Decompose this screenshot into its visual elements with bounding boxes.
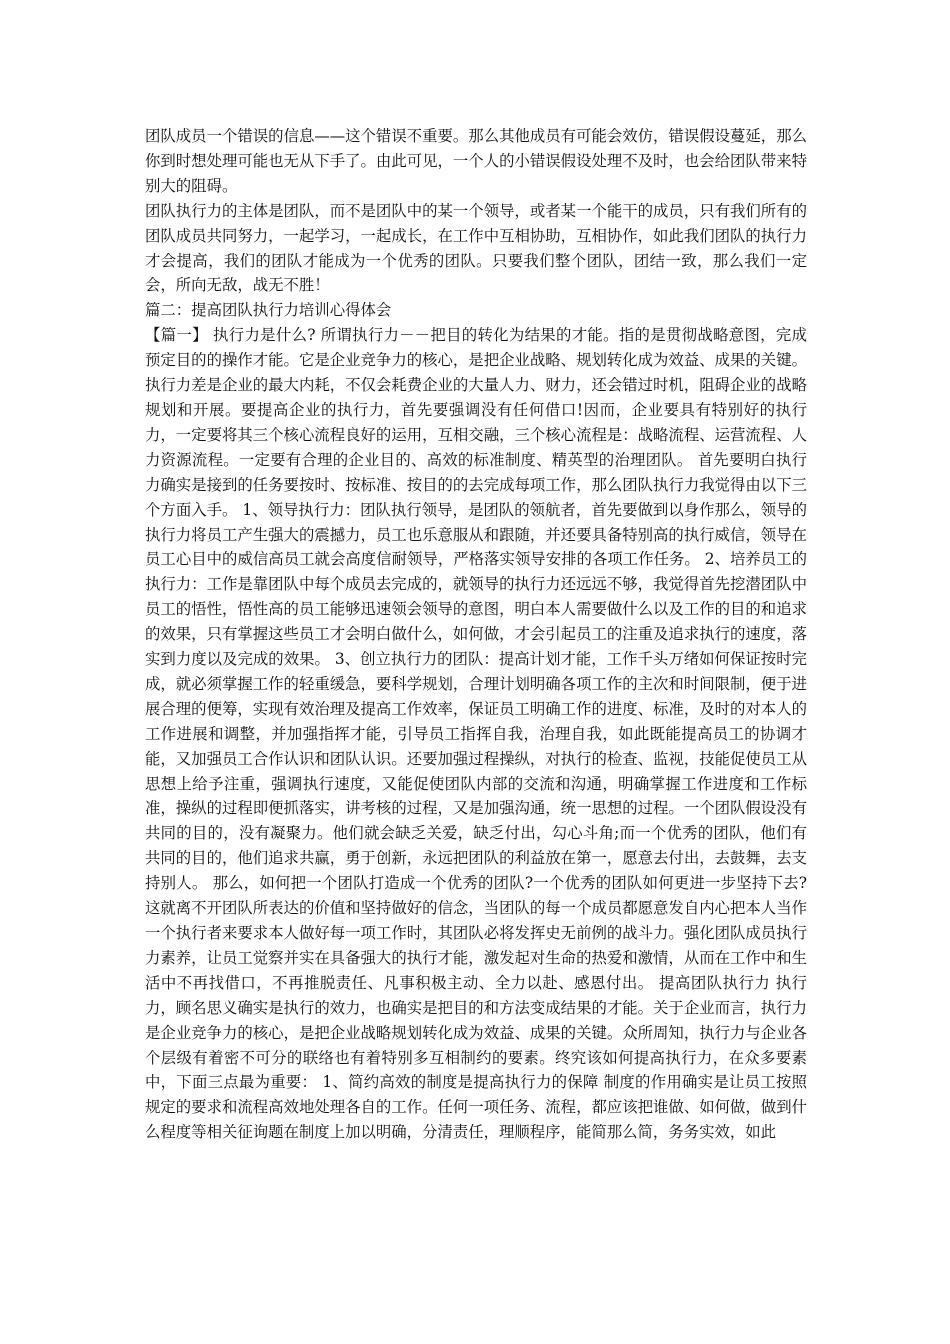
paragraph-intro: 团队成员一个错误的信息——这个错误不重要。那么其他成员有可能会效仿，错误假设蔓延，那么你到时想处理可能也无从下手了。由此可见，一个人的小错误假设处理不及时，也会给团队带来特别大的阻碍。: [145, 127, 807, 195]
paragraph-body: 【篇一】 执行力是什么? 所谓执行力－－把目的转化为结果的才能。指的是贯彻战略意图，完成预定目的的操作才能。它是企业竞争力的核心，是把企业战略、规划转化成为效益、成果的关键。执行力差是企业的最大内耗，不仅会耗费企业的大量人力、财力，还会错过时机，阻碍企业的战略规划和开展。要提高企业的执行力，首先要强调没有任何借口!因而，企业要具有特别好的执行力，一定要将其三个核心流程良好的运用，互相交融，三个核心流程是：战略流程、运营流程、人力资源流程。一定要有合理的企业目的、高效的标准制度、精英型的治理团队。 首先要明白执行力确实是接到的任务要按时、按标准、按目的的去完成每项工作，那么团队执行力我觉得由以下三个方面入手。 1、领导执行力：团队执行领导，是团队的领航者，首先要做到以身作那么，领导的执行力将员工产生强大的震撼力，员工也乐意服从和跟随，并还要具备特别高的执行威信，领导在员工心目中的威信高员工就会高度信耐领导，严格落实领导安排的各项工作任务。 2、培养员工的执行力：工作是靠团队中每个成员去完成的，就领导的执行力还远远不够，我觉得首先挖潜团队中员工的悟性，悟性高的员工能够迅速领会领导的意图，明白本人需要做什么以及工作的目的和追求的效果，只有掌握这些员工才会明白做什么，如何做，才会引起员工的注重及追求执行的速度，落实到力度以及完成的效果。 3、创立执行力的团队：提高计划才能，工作千头万绪如何保证按时完成，就必须掌握工作的轻重缓急，要科学规划，合理计划明确各项工作的主次和时间限制，便于进展合理的便筹，实现有效治理及提高工作效率，保证员工明确工作的进度、标准，及时的对本人的工作进展和调整，并加强指挥才能，引导员工指挥自我，治理自我，如此既能提高员工的协调才能，又加强员工合作认识和团队认识。还要加强过程操纵，对执行的检查、监视，技能促使员工从思想上给予注重，强调执行速度，又能促使团队内部的交流和沟通，明确掌握工作进度和工作标准，操纵的过程即便抓落实，讲考核的过程，又是加强沟通，统一思想的过程。一个团队假设没有共同的目的，没有凝聚力。他们就会缺乏关爱，缺乏付出，勾心斗角;而一个优秀的团队，他们有共同的目的，他们追求共赢，勇于创新，永远把团队的利益放在第一，愿意去付出，去鼓舞，去支持别人。 那么，如何把一个团队打造成一个优秀的团队?一个优秀的团队如何更进一步坚持下去?这就离不开团队所表达的价值和坚持做好的信念，当团队的每一个成员都愿意发自内心把本人当作一个执行者来要求本人做好每一项工作时，其团队必将发挥史无前例的战斗力。强化团队成员执行力素养，让员工觉察并实在具备强大的执行才能，激发起对生命的热爱和激情，从而在工作中和生活中不再找借口，不再推脱责任、凡事积极主动、全力以赴、感恩付出。 提高团队执行力 执行力，顾名思义确实是执行的效力，也确实是把目的和方法变成结果的才能。关于企业而言，执行力是企业竞争力的核心，是把企业战略规划转化成为效益、成果的关键。众所周知，执行力与企业各个层级有着密不可分的联络也有着特别多互相制约的要素。终究该如何提高执行力，在众多要素中，下面三点最为重要： 1、简约高效的制度是提高执行力的保障 制度的作用确实是让员工按照规定的要求和流程高效地处理各自的工作。任何一项任务、流程，都应该把谁做、如何做，做到什么程度等相关征询题在制度上加以明确，分清责任，理顺程序，能简那么简，务务实效，如此: [145, 326, 807, 1142]
document-page: [145, 124, 807, 1145]
section-title: 篇二：提高团队执行力培训心得体会: [145, 301, 392, 320]
paragraph-team-execution: 团队执行力的主体是团队，而不是团队中的某一个领导，或者某一个能干的成员，只有我们所有的团队成员共同努力，一起学习，一起成长，在工作中互相协助，互相协作，如此我们团队的执行力才会提高，我们的团队才能成为一个优秀的团队。只要我们整个团队，团结一致，那么我们一定会，所向无敌，战无不胜！: [145, 201, 807, 295]
